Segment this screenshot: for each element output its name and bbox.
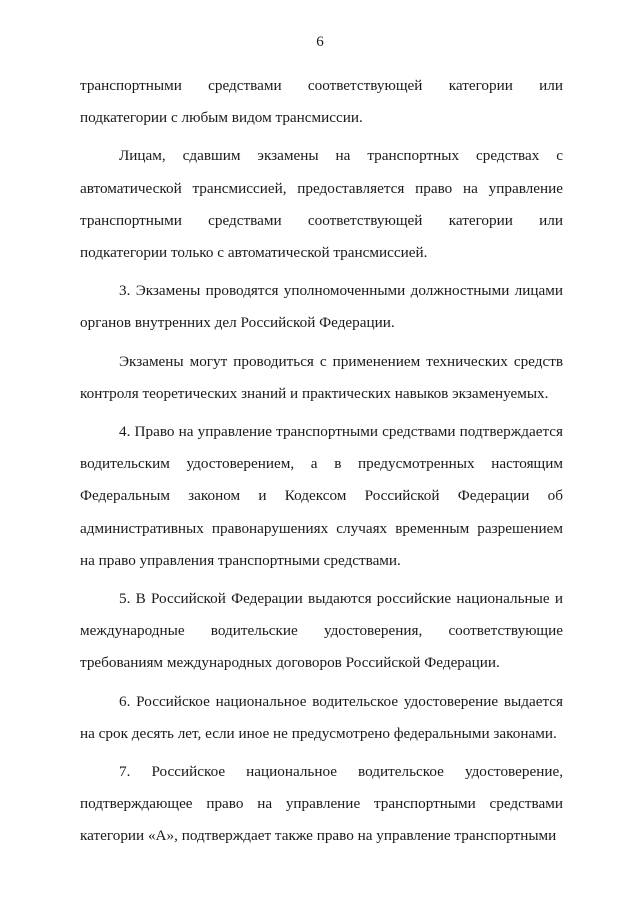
paragraph-item-6: 6. Российское национальное водительское удостоверение выдается на срок десять лет, если иное не предусмотрено федеральными законами. (80, 692, 563, 742)
page-number: 6 (316, 34, 324, 50)
paragraph-item-5: 5. В Российской Федерации выдаются российские национальные и международные водительские удостоверения, соответствующие требованиям международных договоров Российской Федерации. (80, 590, 563, 672)
document-body (80, 70, 563, 853)
paragraph-automatic-transmission: Лицам, сдавшим экзамены на транспортных средствах с автоматической трансмиссией, предоставляется право на управление транспортными средствами соответствующей категории или подкатегории только с автоматической трансмиссией. (80, 147, 563, 262)
paragraph-item-7: 7. Российское национальное водительское удостоверение, подтверждающее право на управление транспортными средствами категории «А», подтверждает также право на управление транспортными (80, 763, 563, 845)
paragraph-exam-means: Экзамены могут проводиться с применением технических средств контроля теоретических знаний и практических навыков экзаменуемых. (80, 352, 563, 402)
paragraph-item-3: 3. Экзамены проводятся уполномоченными должностными лицами органов внутренних дел Российской Федерации. (80, 282, 563, 332)
paragraph-continuation: транспортными средствами соответствующей категории или подкатегории с любым видом трансмиссии. (80, 77, 563, 127)
paragraph-item-4: 4. Право на управление транспортными средствами подтверждается водительским удостоверением, а в предусмотренных настоящим Федеральным законом и Кодексом Российской Федерации об административных правонарушениях случаях временным разрешением на право управления транспортными средствами. (80, 423, 563, 569)
